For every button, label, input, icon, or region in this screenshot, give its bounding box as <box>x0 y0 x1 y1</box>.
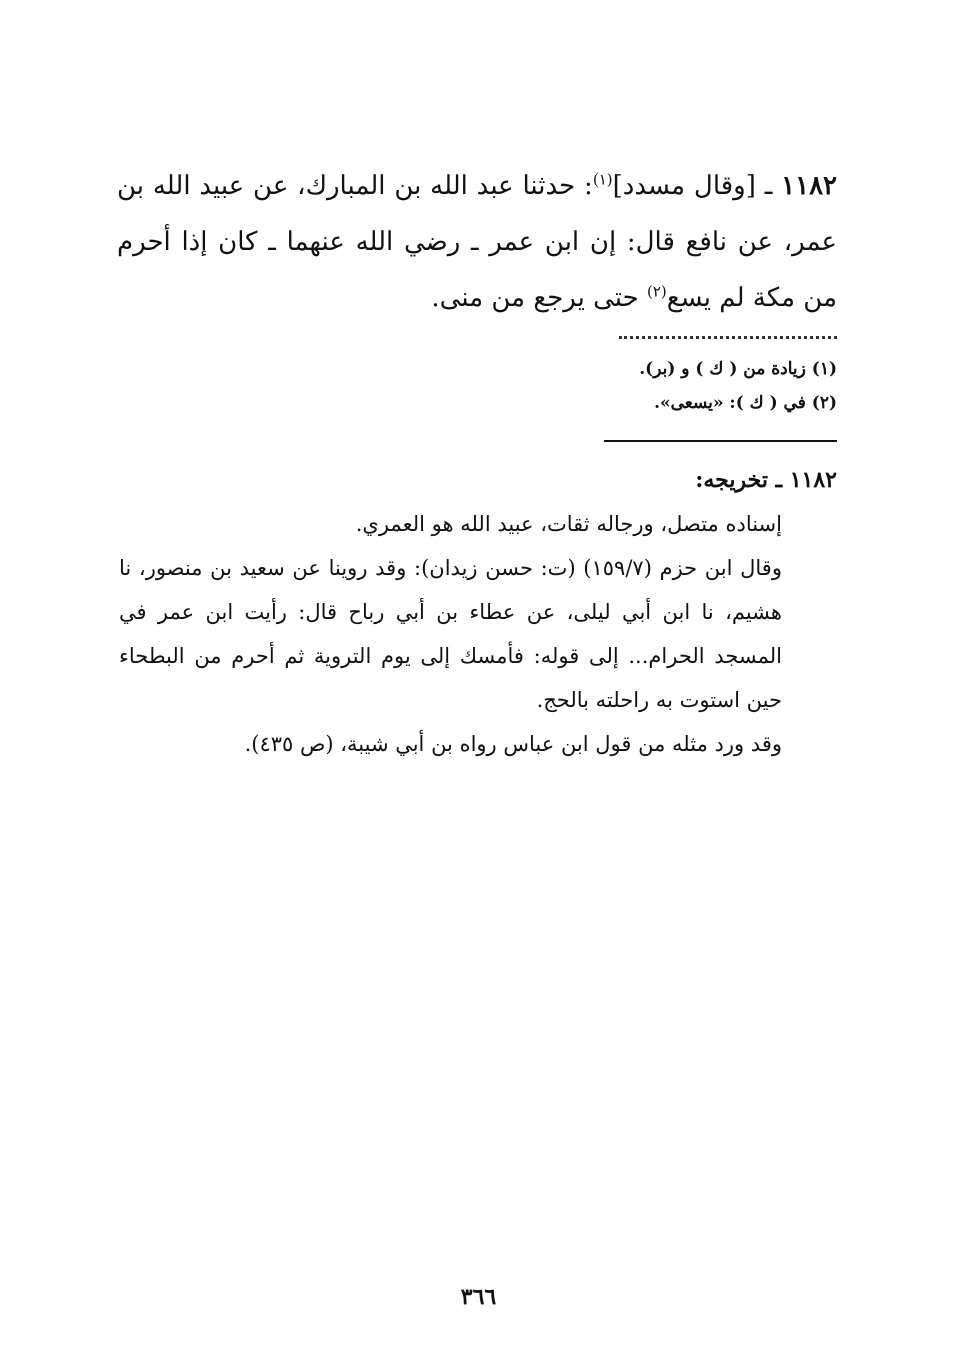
footnote-reference-1: (١) <box>592 170 613 189</box>
hadith-text-part-1: : حدثنا عبد الله بن المبارك، عن عبيد الله بن عمر، عن نافع قال: إن ابن عمر ـ رضي الله عنهما ـ كان إذا أحرم من مكة لم يسع <box>117 171 837 313</box>
footnote-1-label: (١) <box>811 359 837 379</box>
footnote-2-label: (٢) <box>811 393 837 413</box>
footnote-1-text: زيادة من ( ك ) و (بر). <box>639 359 812 379</box>
takhrij-section <box>119 458 837 766</box>
hadith-paragraph <box>117 158 837 326</box>
hadith-text <box>117 158 837 326</box>
footnote-2 <box>117 386 837 420</box>
page-number: ٣٦٦ <box>460 1284 497 1310</box>
hadith-dash: ـ <box>755 171 782 201</box>
takhrij-paragraph-2: وقال ابن حزم (١٥٩/٧) (ت: حسن زيدان): وقد روينا عن سعيد بن منصور، نا هشيم، نا ابن أبي ليلى، عن عطاء بن أبي رباح قال: رأيت ابن عمر في المسجد الحرام... إلى قوله: فأمسك إلى يوم التروية ثم أحرم من البطحاء حين استوت به راحلته بالحج. <box>119 556 782 712</box>
footnote-1 <box>117 352 837 386</box>
hadith-narrator-prefix: [وقال مسدد] <box>612 171 756 201</box>
takhrij-paragraph-1: إسناده متصل، ورجاله ثقات، عبيد الله هو العمري. <box>355 512 782 536</box>
takhrij-paragraph-3: وقد ورد مثله من قول ابن عباس رواه بن أبي شيبة، (ص ٤٣٥). <box>244 732 782 756</box>
footnote-separator <box>619 322 837 339</box>
section-divider <box>604 440 837 442</box>
footnote-reference-2: (٢) <box>646 282 667 301</box>
takhrij-heading: ١١٨٢ ـ تخريجه: <box>695 467 837 493</box>
footnote-2-text: في ( ك ): «يسعى». <box>654 393 812 413</box>
footnotes <box>117 352 837 420</box>
hadith-text-part-2: حتى يرجع من منى. <box>431 283 647 313</box>
hadith-number: ١١٨٢ <box>781 171 837 201</box>
